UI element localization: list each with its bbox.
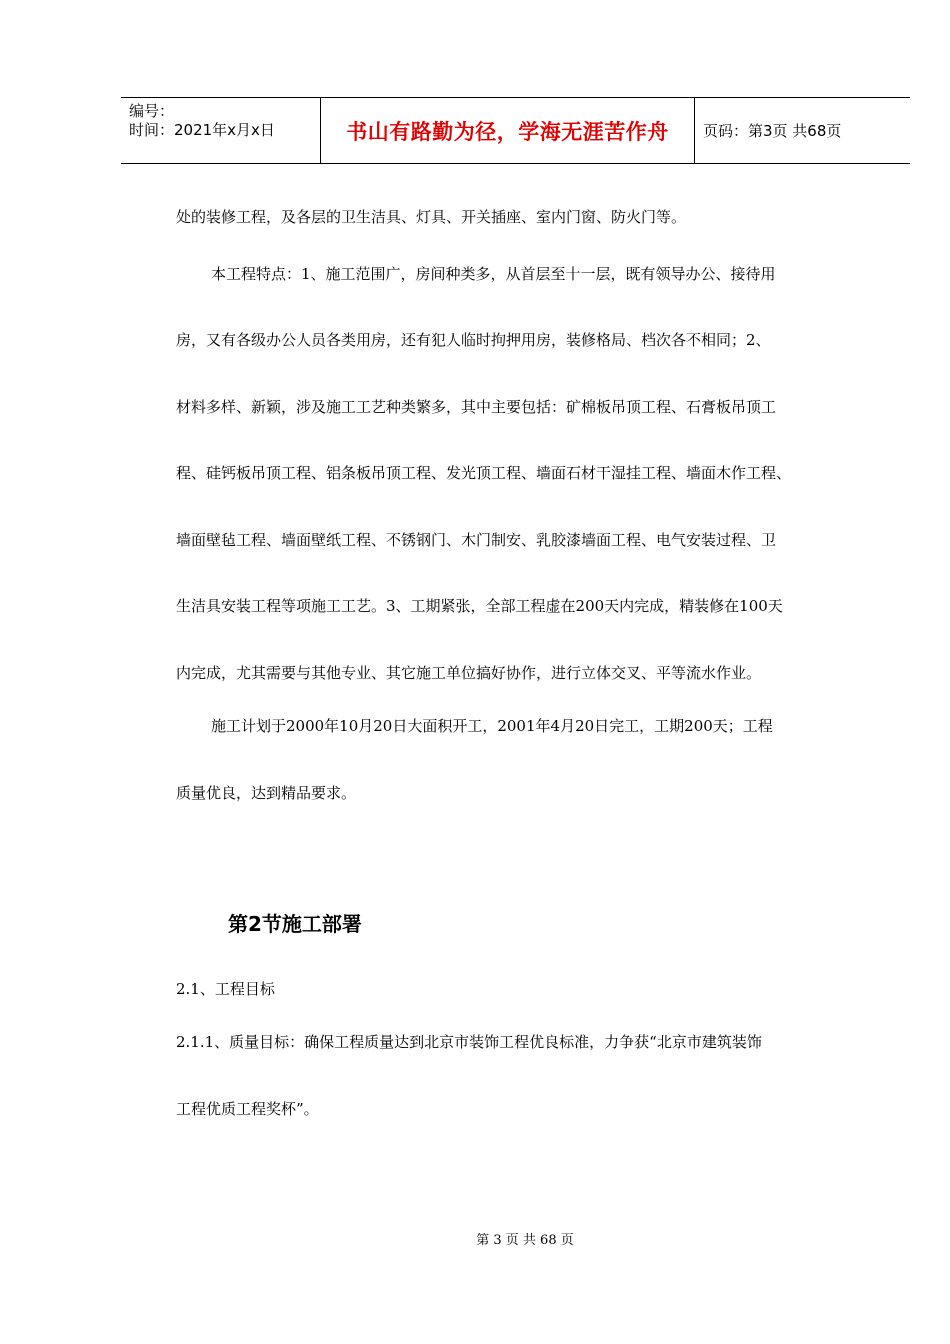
quality-goal-line-2: 工程优质工程奖杯”。 [176, 1100, 319, 1118]
body-line-3: 房，又有各级办公人员各类用房，还有犯人临时拘押用房，装修格局、档次各不相同；2、 [176, 331, 771, 349]
body-line-9: 施工计划于2000年10月20日大面积开工，2001年4月20日完工，工期200天；工程 [211, 717, 773, 735]
body-line-4: 材料多样、新颖，涉及施工工艺种类繁多，其中主要包括：矿棉板吊顶工程、石膏板吊顶工 [176, 398, 777, 416]
body-line-10: 质量优良，达到精品要求。 [176, 784, 357, 802]
body-line-1: 处的装修工程，及各层的卫生洁具、灯具、开关插座、室内门窗、防火门等。 [176, 208, 687, 226]
body-line-2: 本工程特点：1、施工范围广，房间种类多，从首层至十一层，既有领导办公、接待用 [211, 265, 776, 283]
footer-page-number: 第 3 页 共 68 页 [476, 1233, 574, 1248]
section-title: 第2节施工部署 [228, 912, 362, 936]
body-line-8: 内完成，尤其需要与其他专业、其它施工单位搞好协作，进行立体交叉、平等流水作业。 [176, 664, 762, 682]
header-number-label: 编号： [129, 102, 175, 120]
header-time-label: 时间：2021年x月x日 [129, 121, 275, 139]
body-line-6: 墙面壁毡工程、墙面壁纸工程、不锈钢门、木门制安、乳胶漆墙面工程、电气安装过程、卫 [176, 531, 777, 549]
header-meta-cell [121, 98, 321, 163]
header-page-label: 页码：第3页 共68页 [703, 122, 842, 140]
document-header [121, 97, 910, 164]
header-motto: 书山有路勤为径，学海无涯苦作舟 [321, 98, 695, 163]
body-line-7: 生洁具安装工程等项施工工艺。3、工期紧张，全部工程虚在200天内完成，精装修在100天 [176, 597, 783, 615]
body-line-5: 程、硅钙板吊顶工程、铝条板吊顶工程、发光顶工程、墙面石材干湿挂工程、墙面木作工程、 [176, 464, 792, 482]
quality-goal-line-1: 2.1.1、质量目标：确保工程质量达到北京市装饰工程优良标准，力争获“北京市建筑装饰 [176, 1033, 762, 1051]
subsection-heading: 2.1、工程目标 [176, 980, 275, 998]
